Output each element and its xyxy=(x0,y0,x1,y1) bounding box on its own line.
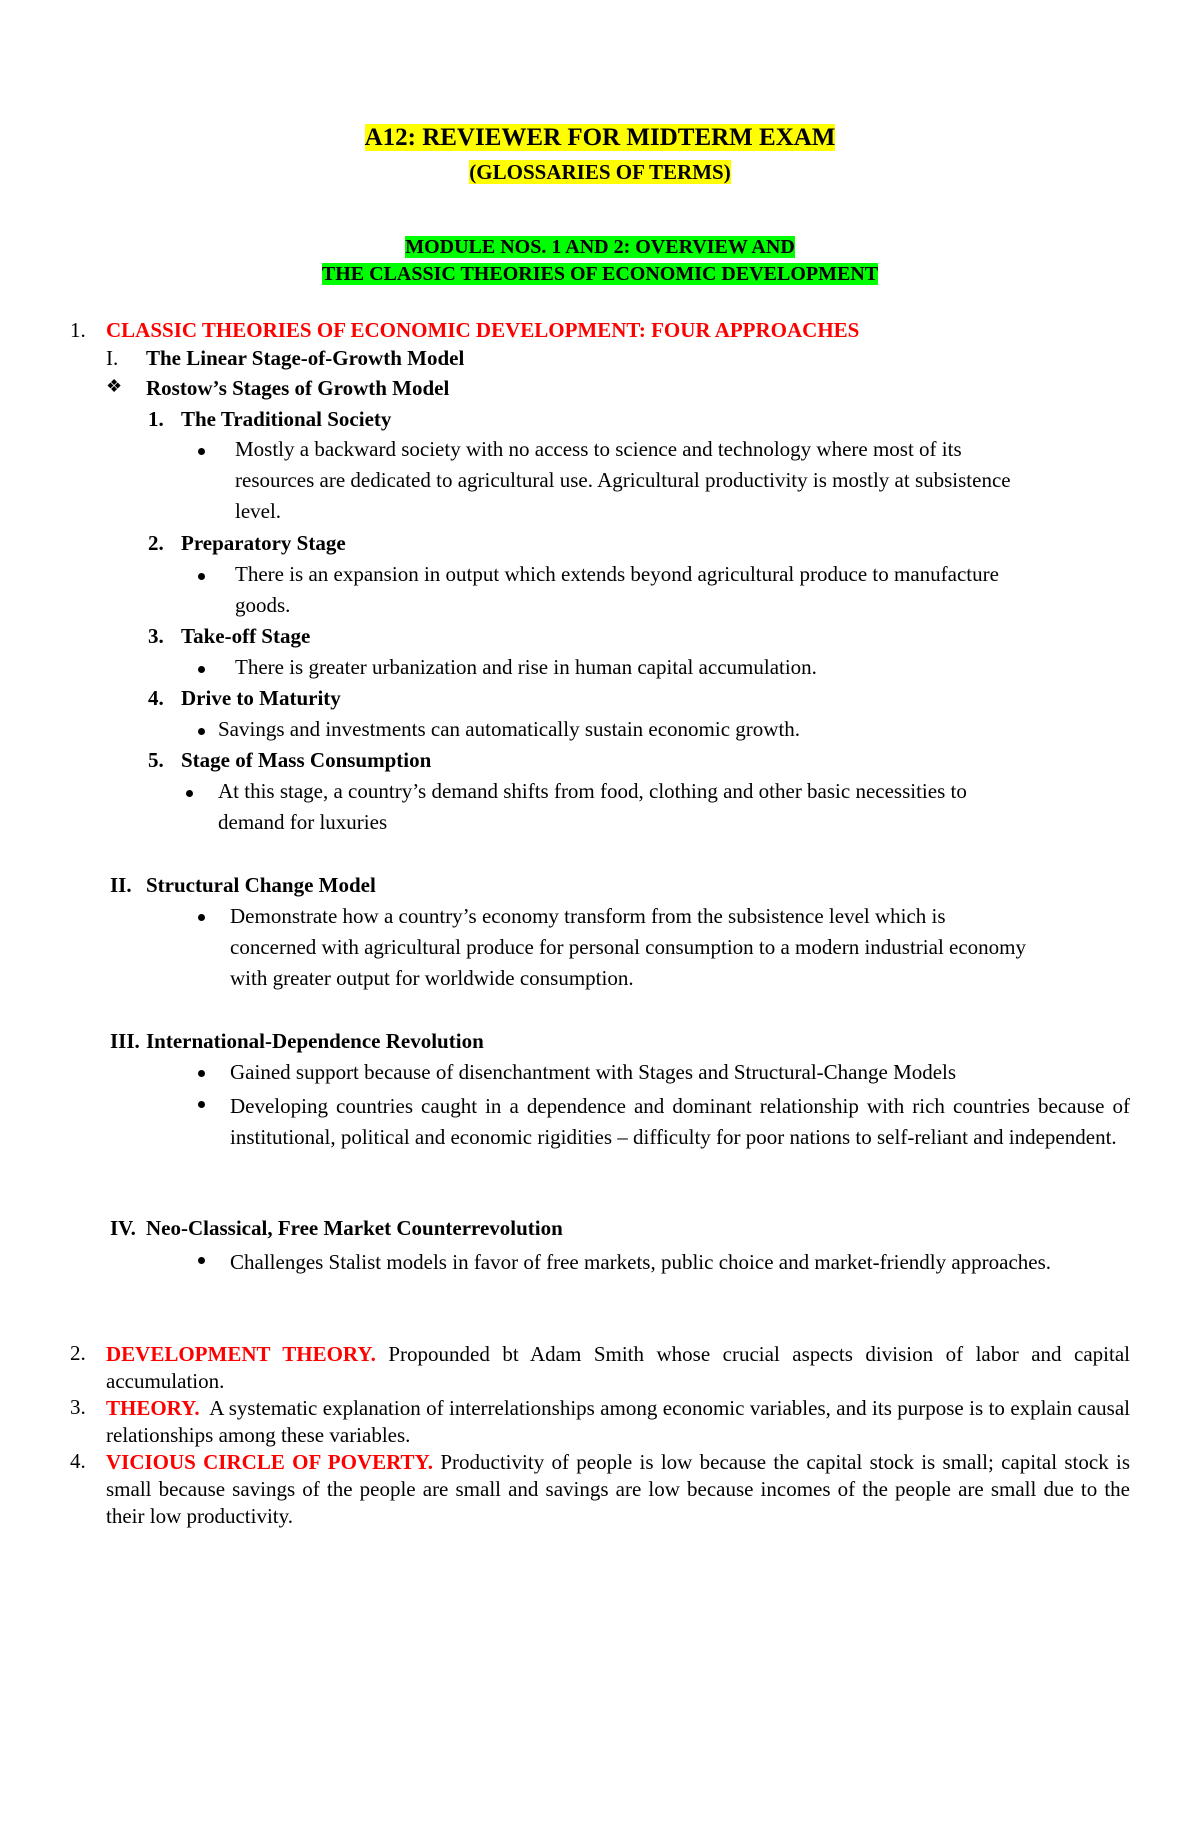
development-theory-entry xyxy=(106,1341,1130,1395)
diamond-bullet-icon: ❖ xyxy=(106,376,123,396)
bullet-icon xyxy=(198,1070,205,1077)
term-definition: Productivity of people is low because the capital stock is small; capital stock is small because savings of the people are small and savings are low because incomes of the people are small due to the their low productivity. xyxy=(106,1450,1130,1528)
stage-heading: The Traditional Society xyxy=(181,407,392,431)
term-definition: A systematic explanation of interrelationships among economic variables, and its purpose is to explain causal relationships among these variables. xyxy=(106,1396,1131,1447)
stage-heading: Drive to Maturity xyxy=(181,686,341,710)
item-number: 1. xyxy=(70,318,86,342)
stage-text-line: At this stage, a country’s demand shifts from food, clothing and other basic necessities to xyxy=(218,779,967,803)
roman-numeral: III. xyxy=(110,1029,140,1053)
roman-numeral: IV. xyxy=(110,1216,136,1240)
rostow-heading: Rostow’s Stages of Growth Model xyxy=(146,376,450,400)
term-label: THEORY. xyxy=(106,1396,200,1420)
term-label: DEVELOPMENT THEORY. xyxy=(106,1342,376,1366)
stage-text-line: There is greater urbanization and rise in human capital accumulation. xyxy=(235,655,817,679)
neo-classical-bullet-1: Challenges Stalist models in favor of free markets, public choice and market-friendly approaches. xyxy=(230,1250,1052,1274)
bullet-icon xyxy=(198,914,205,921)
bullet-icon xyxy=(198,728,205,735)
structural-text-line: concerned with agricultural produce for personal consumption to a modern industrial economy xyxy=(230,935,1027,959)
stage-heading: Preparatory Stage xyxy=(181,531,346,555)
stage-text-line: goods. xyxy=(235,593,291,617)
stage-number: 4. xyxy=(148,686,164,710)
item-number: 2. xyxy=(70,1341,86,1365)
international-heading: International-Dependence Revolution xyxy=(146,1029,484,1053)
international-bullet-2: Developing countries caught in a dependence and dominant relationship with rich countries because of institutional, political and economic rigidities – difficulty for poor nations to self-reliant and independent. xyxy=(230,1094,1130,1149)
bullet-icon xyxy=(198,573,205,580)
theory-entry xyxy=(106,1395,1130,1449)
stage-text-line: resources are dedicated to agricultural use. Agricultural productivity is mostly at subsistence xyxy=(235,468,1011,492)
structural-heading: Structural Change Model xyxy=(146,873,376,897)
item-number: 4. xyxy=(70,1449,86,1473)
bullet-icon xyxy=(198,448,205,455)
stage-number: 5. xyxy=(148,748,164,772)
module-heading-line1: MODULE NOS. 1 AND 2: OVERVIEW AND xyxy=(405,236,795,258)
term-label: VICIOUS CIRCLE OF POVERTY. xyxy=(106,1450,434,1474)
stage-number: 2. xyxy=(148,531,164,555)
module-heading-line2: THE CLASSIC THEORIES OF ECONOMIC DEVELOPMENT xyxy=(321,263,879,285)
stage-heading: Take-off Stage xyxy=(181,624,311,648)
item-number: 3. xyxy=(70,1395,86,1419)
neo-classical-heading: Neo-Classical, Free Market Counterrevolution xyxy=(146,1216,563,1240)
bullet-icon xyxy=(198,666,205,673)
stage-number: 1. xyxy=(148,407,164,431)
page-title: A12: REVIEWER FOR MIDTERM EXAM xyxy=(364,124,836,151)
linear-model-heading: The Linear Stage-of-Growth Model xyxy=(146,346,465,370)
page-subtitle: (GLOSSARIES OF TERMS) xyxy=(469,160,731,184)
structural-text-line: Demonstrate how a country’s economy transform from the subsistence level which is xyxy=(230,904,946,928)
stage-number: 3. xyxy=(148,624,164,648)
vicious-circle-entry xyxy=(106,1449,1130,1530)
international-bullet-1: Gained support because of disenchantment with Stages and Structural-Change Models xyxy=(230,1060,957,1084)
stage-text-line: demand for luxuries xyxy=(218,810,388,834)
stage-heading: Stage of Mass Consumption xyxy=(181,748,432,772)
stage-text-line: Mostly a backward society with no access to science and technology where most of its xyxy=(235,437,962,461)
structural-text-line: with greater output for worldwide consumption. xyxy=(230,966,634,990)
stage-text-line: level. xyxy=(235,499,282,523)
stage-text-line: Savings and investments can automatically sustain economic growth. xyxy=(218,717,801,741)
bullet-icon xyxy=(198,1101,205,1108)
bullet-icon xyxy=(198,1257,205,1264)
roman-numeral: II. xyxy=(110,873,132,897)
roman-numeral: I. xyxy=(106,346,119,370)
bullet-icon xyxy=(186,790,193,797)
stage-text-line: There is an expansion in output which extends beyond agricultural produce to manufacture xyxy=(235,562,999,586)
term-definition: Propounded bt Adam Smith whose crucial aspects division of labor and capital accumulation. xyxy=(106,1342,1131,1393)
section-heading: CLASSIC THEORIES OF ECONOMIC DEVELOPMENT: FOUR APPROACHES xyxy=(106,318,860,342)
